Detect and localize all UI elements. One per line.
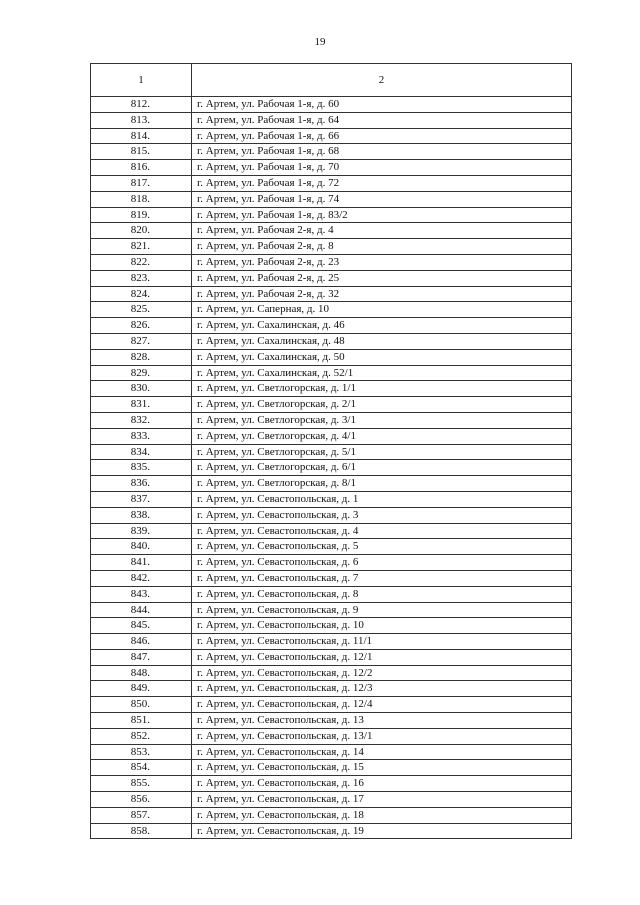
row-number: 816. bbox=[91, 160, 192, 176]
row-number: 829. bbox=[91, 365, 192, 381]
row-address: г. Артем, ул. Севастопольская, д. 17 bbox=[192, 792, 572, 808]
table-row bbox=[91, 634, 572, 650]
table-row bbox=[91, 444, 572, 460]
row-number: 839. bbox=[91, 523, 192, 539]
row-address: г. Артем, ул. Светлогорская, д. 4/1 bbox=[192, 428, 572, 444]
row-number: 843. bbox=[91, 586, 192, 602]
row-address: г. Артем, ул. Севастопольская, д. 19 bbox=[192, 823, 572, 839]
table-row bbox=[91, 570, 572, 586]
row-address: г. Артем, ул. Севастопольская, д. 7 bbox=[192, 570, 572, 586]
table-row bbox=[91, 507, 572, 523]
row-number: 818. bbox=[91, 191, 192, 207]
row-number: 856. bbox=[91, 792, 192, 808]
table-row bbox=[91, 618, 572, 634]
row-number: 837. bbox=[91, 491, 192, 507]
row-number: 846. bbox=[91, 634, 192, 650]
row-number: 822. bbox=[91, 254, 192, 270]
table-row bbox=[91, 160, 572, 176]
row-address: г. Артем, ул. Севастопольская, д. 10 bbox=[192, 618, 572, 634]
row-address: г. Артем, ул. Севастопольская, д. 1 bbox=[192, 491, 572, 507]
table-row bbox=[91, 460, 572, 476]
table-row bbox=[91, 381, 572, 397]
row-number: 821. bbox=[91, 239, 192, 255]
row-number: 830. bbox=[91, 381, 192, 397]
row-address: г. Артем, ул. Севастопольская, д. 16 bbox=[192, 776, 572, 792]
table-row bbox=[91, 254, 572, 270]
row-number: 824. bbox=[91, 286, 192, 302]
row-number: 813. bbox=[91, 112, 192, 128]
row-number: 827. bbox=[91, 333, 192, 349]
row-address: г. Артем, ул. Рабочая 1-я, д. 64 bbox=[192, 112, 572, 128]
row-number: 849. bbox=[91, 681, 192, 697]
row-number: 820. bbox=[91, 223, 192, 239]
table-row bbox=[91, 807, 572, 823]
row-address: г. Артем, ул. Севастопольская, д. 6 bbox=[192, 555, 572, 571]
row-address: г. Артем, ул. Севастопольская, д. 18 bbox=[192, 807, 572, 823]
row-number: 858. bbox=[91, 823, 192, 839]
row-number: 852. bbox=[91, 728, 192, 744]
row-number: 848. bbox=[91, 665, 192, 681]
row-address: г. Артем, ул. Севастопольская, д. 12/3 bbox=[192, 681, 572, 697]
row-number: 851. bbox=[91, 713, 192, 729]
row-number: 834. bbox=[91, 444, 192, 460]
row-address: г. Артем, ул. Севастопольская, д. 15 bbox=[192, 760, 572, 776]
row-number: 841. bbox=[91, 555, 192, 571]
column-header-number: 1 bbox=[91, 64, 192, 97]
table-row bbox=[91, 728, 572, 744]
row-address: г. Артем, ул. Севастопольская, д. 4 bbox=[192, 523, 572, 539]
table-row bbox=[91, 191, 572, 207]
table-row bbox=[91, 286, 572, 302]
row-address: г. Артем, ул. Севастопольская, д. 12/4 bbox=[192, 697, 572, 713]
table-row bbox=[91, 491, 572, 507]
row-number: 828. bbox=[91, 349, 192, 365]
table-row bbox=[91, 428, 572, 444]
row-address: г. Артем, ул. Севастопольская, д. 9 bbox=[192, 602, 572, 618]
row-address: г. Артем, ул. Севастопольская, д. 5 bbox=[192, 539, 572, 555]
row-address: г. Артем, ул. Рабочая 1-я, д. 72 bbox=[192, 175, 572, 191]
row-address: г. Артем, ул. Рабочая 1-я, д. 83/2 bbox=[192, 207, 572, 223]
row-address: г. Артем, ул. Севастопольская, д. 3 bbox=[192, 507, 572, 523]
row-address: г. Артем, ул. Светлогорская, д. 5/1 bbox=[192, 444, 572, 460]
row-number: 835. bbox=[91, 460, 192, 476]
row-number: 854. bbox=[91, 760, 192, 776]
row-number: 819. bbox=[91, 207, 192, 223]
row-address: г. Артем, ул. Рабочая 1-я, д. 74 bbox=[192, 191, 572, 207]
row-number: 850. bbox=[91, 697, 192, 713]
row-number: 845. bbox=[91, 618, 192, 634]
table-header-row bbox=[91, 64, 572, 97]
table-row bbox=[91, 744, 572, 760]
row-address: г. Артем, ул. Рабочая 1-я, д. 68 bbox=[192, 144, 572, 160]
row-number: 853. bbox=[91, 744, 192, 760]
table-row bbox=[91, 713, 572, 729]
table-row bbox=[91, 602, 572, 618]
page-number: 19 bbox=[314, 36, 326, 48]
row-number: 832. bbox=[91, 412, 192, 428]
row-address: г. Артем, ул. Сахалинская, д. 50 bbox=[192, 349, 572, 365]
row-address: г. Артем, ул. Саперная, д. 10 bbox=[192, 302, 572, 318]
row-number: 836. bbox=[91, 476, 192, 492]
table-row bbox=[91, 207, 572, 223]
row-address: г. Артем, ул. Рабочая 1-я, д. 70 bbox=[192, 160, 572, 176]
table-row bbox=[91, 144, 572, 160]
row-address: г. Артем, ул. Сахалинская, д. 52/1 bbox=[192, 365, 572, 381]
table-row bbox=[91, 97, 572, 113]
row-number: 855. bbox=[91, 776, 192, 792]
table-row bbox=[91, 412, 572, 428]
row-address: г. Артем, ул. Светлогорская, д. 8/1 bbox=[192, 476, 572, 492]
row-address: г. Артем, ул. Севастопольская, д. 13 bbox=[192, 713, 572, 729]
row-number: 838. bbox=[91, 507, 192, 523]
row-address: г. Артем, ул. Рабочая 2-я, д. 32 bbox=[192, 286, 572, 302]
row-address: г. Артем, ул. Севастопольская, д. 12/2 bbox=[192, 665, 572, 681]
row-address: г. Артем, ул. Севастопольская, д. 11/1 bbox=[192, 634, 572, 650]
row-address: г. Артем, ул. Рабочая 2-я, д. 4 bbox=[192, 223, 572, 239]
row-address: г. Артем, ул. Сахалинская, д. 46 bbox=[192, 318, 572, 334]
table-row bbox=[91, 223, 572, 239]
table-row bbox=[91, 681, 572, 697]
row-number: 842. bbox=[91, 570, 192, 586]
row-address: г. Артем, ул. Светлогорская, д. 3/1 bbox=[192, 412, 572, 428]
row-number: 814. bbox=[91, 128, 192, 144]
table-row bbox=[91, 270, 572, 286]
row-address: г. Артем, ул. Рабочая 1-я, д. 60 bbox=[192, 97, 572, 113]
table-row bbox=[91, 349, 572, 365]
table-row bbox=[91, 697, 572, 713]
table-row bbox=[91, 397, 572, 413]
row-address: г. Артем, ул. Сахалинская, д. 48 bbox=[192, 333, 572, 349]
table-row bbox=[91, 665, 572, 681]
row-address: г. Артем, ул. Севастопольская, д. 12/1 bbox=[192, 649, 572, 665]
table-row bbox=[91, 776, 572, 792]
row-address: г. Артем, ул. Рабочая 2-я, д. 23 bbox=[192, 254, 572, 270]
table-row bbox=[91, 555, 572, 571]
table-row bbox=[91, 760, 572, 776]
row-number: 825. bbox=[91, 302, 192, 318]
row-address: г. Артем, ул. Севастопольская, д. 14 bbox=[192, 744, 572, 760]
table-row bbox=[91, 239, 572, 255]
row-address: г. Артем, ул. Севастопольская, д. 8 bbox=[192, 586, 572, 602]
row-number: 823. bbox=[91, 270, 192, 286]
row-number: 857. bbox=[91, 807, 192, 823]
column-header-address: 2 bbox=[192, 64, 572, 97]
table-row bbox=[91, 333, 572, 349]
table-row bbox=[91, 823, 572, 839]
address-table bbox=[90, 63, 572, 839]
table-row bbox=[91, 539, 572, 555]
row-address: г. Артем, ул. Светлогорская, д. 2/1 bbox=[192, 397, 572, 413]
table-row bbox=[91, 302, 572, 318]
table-row bbox=[91, 112, 572, 128]
row-address: г. Артем, ул. Рабочая 2-я, д. 8 bbox=[192, 239, 572, 255]
table-row bbox=[91, 523, 572, 539]
row-address: г. Артем, ул. Рабочая 1-я, д. 66 bbox=[192, 128, 572, 144]
row-number: 833. bbox=[91, 428, 192, 444]
table-row bbox=[91, 476, 572, 492]
row-number: 844. bbox=[91, 602, 192, 618]
row-number: 817. bbox=[91, 175, 192, 191]
table-row bbox=[91, 365, 572, 381]
table-row bbox=[91, 128, 572, 144]
row-number: 826. bbox=[91, 318, 192, 334]
row-number: 831. bbox=[91, 397, 192, 413]
table-row bbox=[91, 649, 572, 665]
table-row bbox=[91, 318, 572, 334]
table-row bbox=[91, 175, 572, 191]
row-number: 812. bbox=[91, 97, 192, 113]
row-address: г. Артем, ул. Севастопольская, д. 13/1 bbox=[192, 728, 572, 744]
table-row bbox=[91, 586, 572, 602]
row-number: 840. bbox=[91, 539, 192, 555]
row-number: 815. bbox=[91, 144, 192, 160]
row-address: г. Артем, ул. Рабочая 2-я, д. 25 bbox=[192, 270, 572, 286]
table-row bbox=[91, 792, 572, 808]
row-address: г. Артем, ул. Светлогорская, д. 6/1 bbox=[192, 460, 572, 476]
row-address: г. Артем, ул. Светлогорская, д. 1/1 bbox=[192, 381, 572, 397]
row-number: 847. bbox=[91, 649, 192, 665]
